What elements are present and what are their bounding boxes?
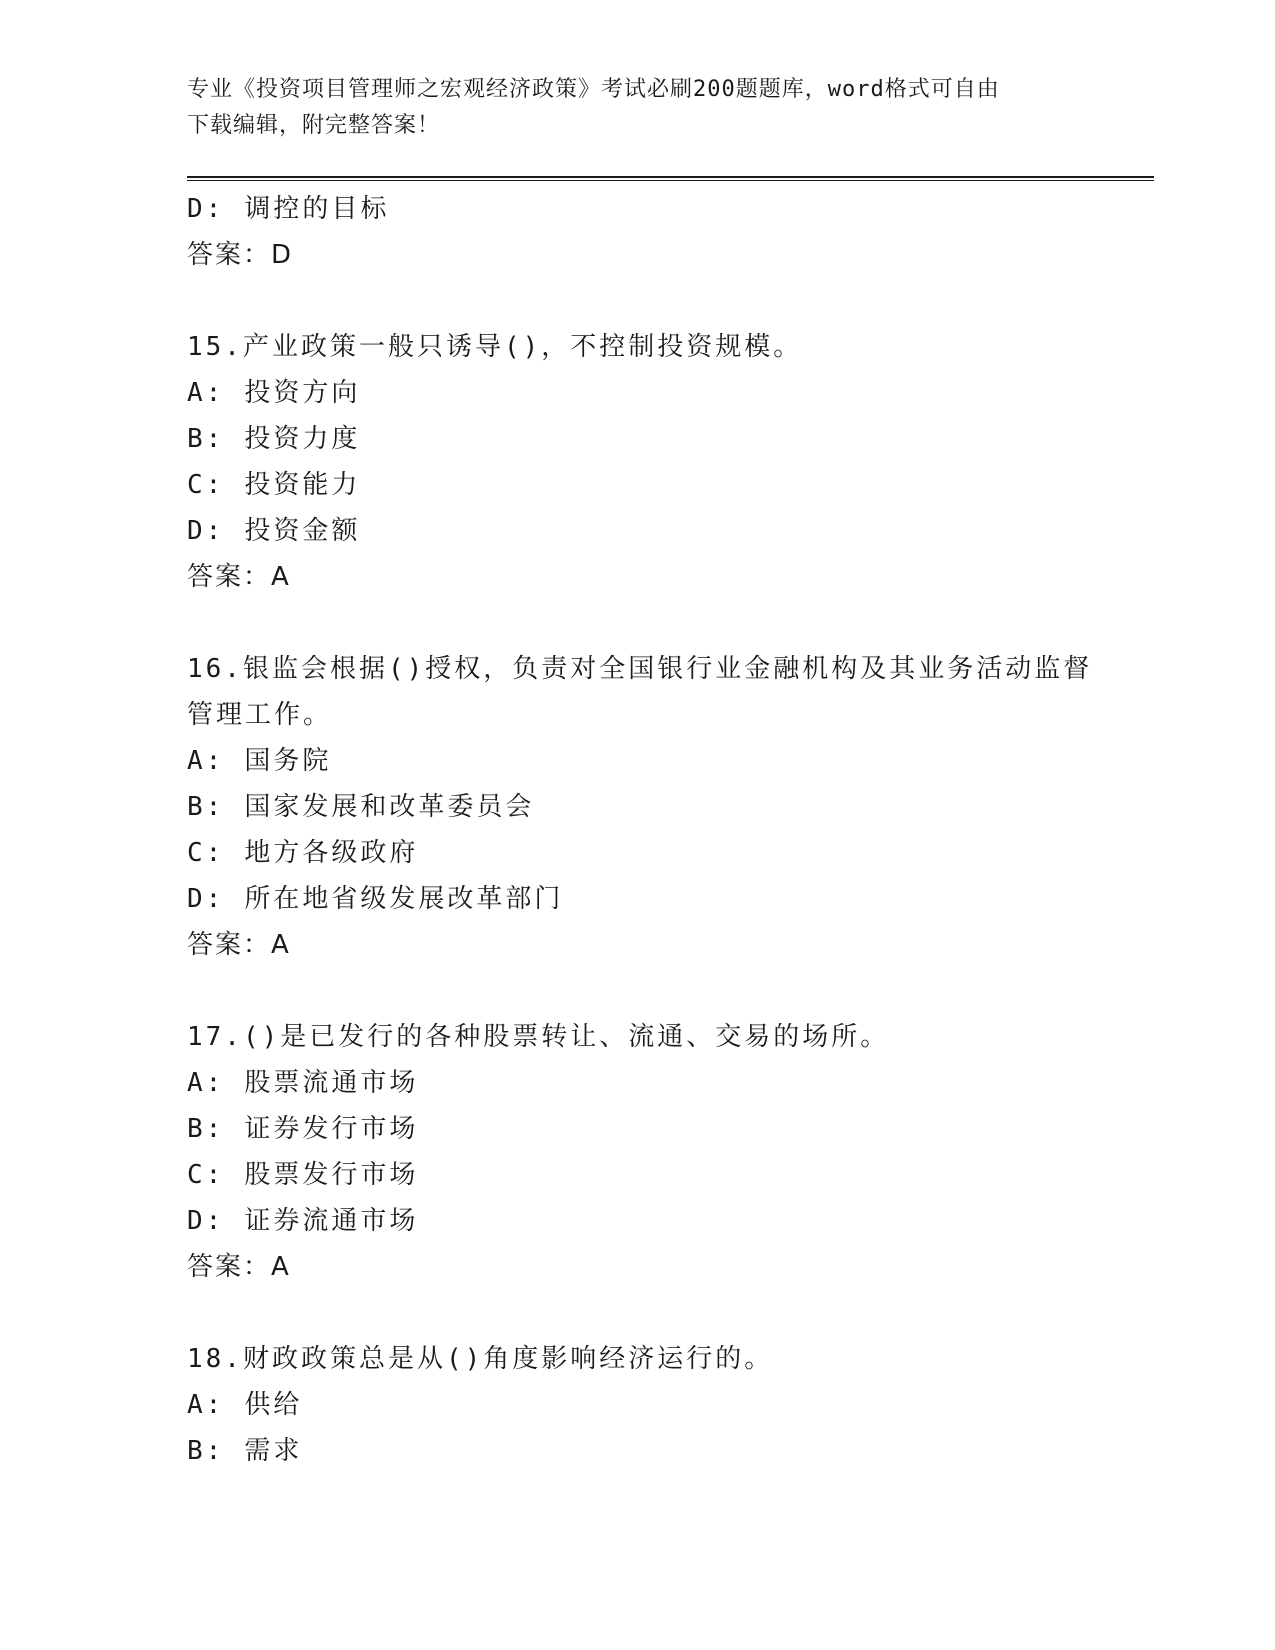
option-label: A: [187, 1390, 225, 1420]
option-a [187, 738, 1147, 784]
answer: 答案：A [187, 1252, 291, 1282]
option-label: D: [187, 516, 225, 546]
option-label: C: [187, 470, 225, 500]
option-label: B: [187, 424, 225, 454]
question-17 [187, 1014, 1147, 1290]
option-label: B: [187, 1436, 225, 1466]
answer: 答案：A [187, 930, 291, 960]
option-text: 投资金额 [244, 516, 361, 546]
question-18 [187, 1336, 1147, 1474]
option-label: B: [187, 792, 225, 822]
option-text: 调控的目标 [244, 194, 390, 224]
option-text: 供给 [244, 1390, 303, 1420]
option-c [187, 830, 1147, 876]
question-stem: 17.()是已发行的各种股票转让、流通、交易的场所。 [187, 1022, 890, 1052]
option-b [187, 1106, 1147, 1152]
option-b [187, 1428, 1147, 1474]
question-stem: 18.财政政策总是从()角度影响经济运行的。 [187, 1344, 774, 1374]
option-text: 国务院 [244, 746, 332, 776]
header-rule-thick [187, 176, 1154, 178]
option-c [187, 462, 1147, 508]
option-text: 投资能力 [244, 470, 361, 500]
question-14-tail [187, 186, 1147, 278]
option-label: B: [187, 1114, 225, 1144]
question-stem-line-1: 16.银监会根据()授权，负责对全国银行业金融机构及其业务活动监督 [187, 654, 1093, 684]
question-15 [187, 324, 1147, 600]
header-rule-thin [187, 180, 1154, 181]
question-16 [187, 646, 1147, 968]
option-label: A: [187, 1068, 225, 1098]
option-label: D: [187, 194, 225, 224]
question-stem-line-2: 管理工作。 [187, 700, 333, 730]
option-d [187, 876, 1147, 922]
header-line-2: 下载编辑，附完整答案！ [187, 113, 441, 138]
option-c [187, 1152, 1147, 1198]
option-text: 所在地省级发展改革部门 [244, 884, 564, 914]
option-text: 证券发行市场 [244, 1114, 419, 1144]
option-label: A: [187, 746, 225, 776]
option-a [187, 1060, 1147, 1106]
option-text: 投资方向 [244, 378, 361, 408]
option-b [187, 416, 1147, 462]
option-text: 地方各级政府 [244, 838, 419, 868]
option-a [187, 370, 1147, 416]
question-stem: 15.产业政策一般只诱导()，不控制投资规模。 [187, 332, 803, 362]
option-label: D: [187, 884, 225, 914]
option-d [187, 186, 1147, 232]
option-label: C: [187, 838, 225, 868]
option-b [187, 784, 1147, 830]
answer: 答案：A [187, 562, 291, 592]
option-text: 股票发行市场 [244, 1160, 419, 1190]
option-text: 证券流通市场 [244, 1206, 419, 1236]
answer: 答案：D [187, 240, 294, 270]
page-header [187, 72, 1077, 144]
option-label: D: [187, 1206, 225, 1236]
option-text: 需求 [244, 1436, 303, 1466]
option-text: 国家发展和改革委员会 [244, 792, 535, 822]
option-a [187, 1382, 1147, 1428]
option-d [187, 508, 1147, 554]
option-d [187, 1198, 1147, 1244]
option-text: 股票流通市场 [244, 1068, 419, 1098]
option-text: 投资力度 [244, 424, 361, 454]
question-list [187, 186, 1147, 1474]
option-label: A: [187, 378, 225, 408]
option-label: C: [187, 1160, 225, 1190]
header-line-1: 专业《投资项目管理师之宏观经济政策》考试必刷200题题库，word格式可自由 [187, 77, 1000, 102]
